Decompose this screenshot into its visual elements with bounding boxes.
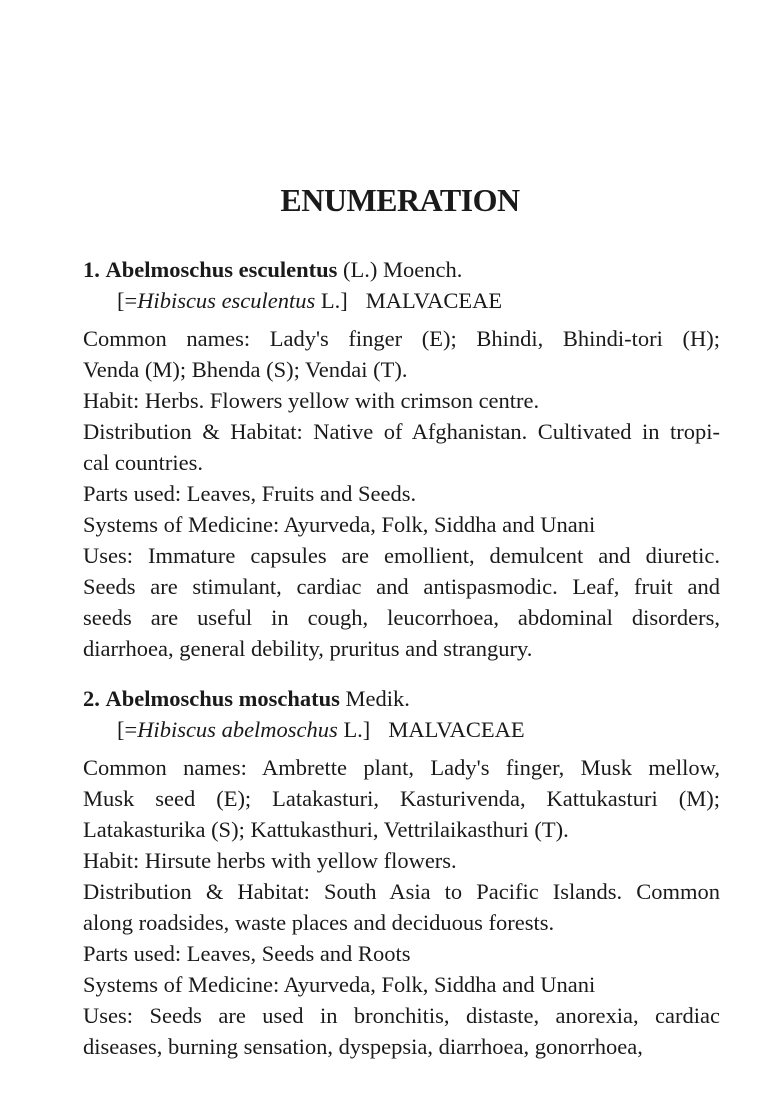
entry-field [83,323,720,385]
field-line: along roadsides, waste places and deciduous forests. [83,910,555,935]
synonym-bracket: [= [117,717,138,742]
species-heading [83,254,720,285]
entry-field [83,509,720,540]
field-line: Musk seed (E); Latakasturi, Kasturivenda, Kattukasturi (M); [83,786,720,811]
species-name: Abelmoschus esculentus [105,257,338,282]
field-line: Seeds are stimulant, cardiac and antispasmodic. Leaf, fruit and [83,574,720,599]
field-line: Habit: Herbs. Flowers yellow with crimson centre. [83,388,540,413]
field-line: Venda (M); Bhenda (S); Vendai (T). [83,357,408,382]
entry-field [83,938,720,969]
species-author: (L.) Moench. [343,257,463,282]
entry-field [83,969,720,1000]
field-line: Uses: Seeds are used in bronchitis, distaste, anorexia, cardiac [83,1003,720,1028]
entry-field [83,752,720,845]
family-name: MALVACEAE [365,288,503,313]
species-heading [83,683,720,714]
species-entry [83,683,720,1062]
entry-field [83,540,720,664]
synonym-bracket: [= [117,288,138,313]
field-line: Parts used: Leaves, Fruits and Seeds. [83,481,417,506]
field-line: diarrhoea, general debility, pruritus and strangury. [83,636,533,661]
entry-number: 1. [83,257,100,282]
entry-field [83,385,720,416]
family-name: MALVACEAE [388,717,525,742]
field-line: Distribution & Habitat: Native of Afghanistan. Cultivated in tropi- [83,419,720,444]
field-line: Systems of Medicine: Ayurveda, Folk, Siddha and Unani [83,972,596,997]
entry-field [83,876,720,938]
synonym-line [83,285,720,316]
field-line: Common names: Lady's finger (E); Bhindi, Bhindi-tori (H); [83,326,720,351]
field-line: diseases, burning sensation, dyspepsia, diarrhoea, gonorrhoea, [83,1034,643,1059]
entry-field [83,478,720,509]
entry-field [83,845,720,876]
field-line: Latakasturika (S); Kattukasthuri, Vettrilaikasthuri (T). [83,817,569,842]
synonym-name: Hibiscus esculentus [137,288,316,313]
species-author: Medik. [345,686,410,711]
field-line: cal countries. [83,450,203,475]
field-line: Uses: Immature capsules are emollient, demulcent and diuretic. [83,543,720,568]
species-entry [83,254,720,664]
synonym-author: L.] [320,288,348,313]
field-line: Distribution & Habitat: South Asia to Pacific Islands. Common [83,879,720,904]
entry-number: 2. [83,686,100,711]
synonym-author: L.] [343,717,371,742]
field-line: Habit: Hirsute herbs with yellow flowers. [83,848,457,873]
field-line: Systems of Medicine: Ayurveda, Folk, Siddha and Unani [83,512,596,537]
page-title: ENUMERATION [280,182,520,218]
entry-field [83,1000,720,1062]
species-name: Abelmoschus moschatus [105,686,340,711]
synonym-name: Hibiscus abelmoschus [137,717,338,742]
entry-field [83,416,720,478]
field-line: Parts used: Leaves, Seeds and Roots [83,941,411,966]
field-line: Common names: Ambrette plant, Lady's finger, Musk mellow, [83,755,720,780]
field-line: seeds are useful in cough, leucorrhoea, abdominal disorders, [83,605,720,630]
synonym-line [83,714,720,745]
